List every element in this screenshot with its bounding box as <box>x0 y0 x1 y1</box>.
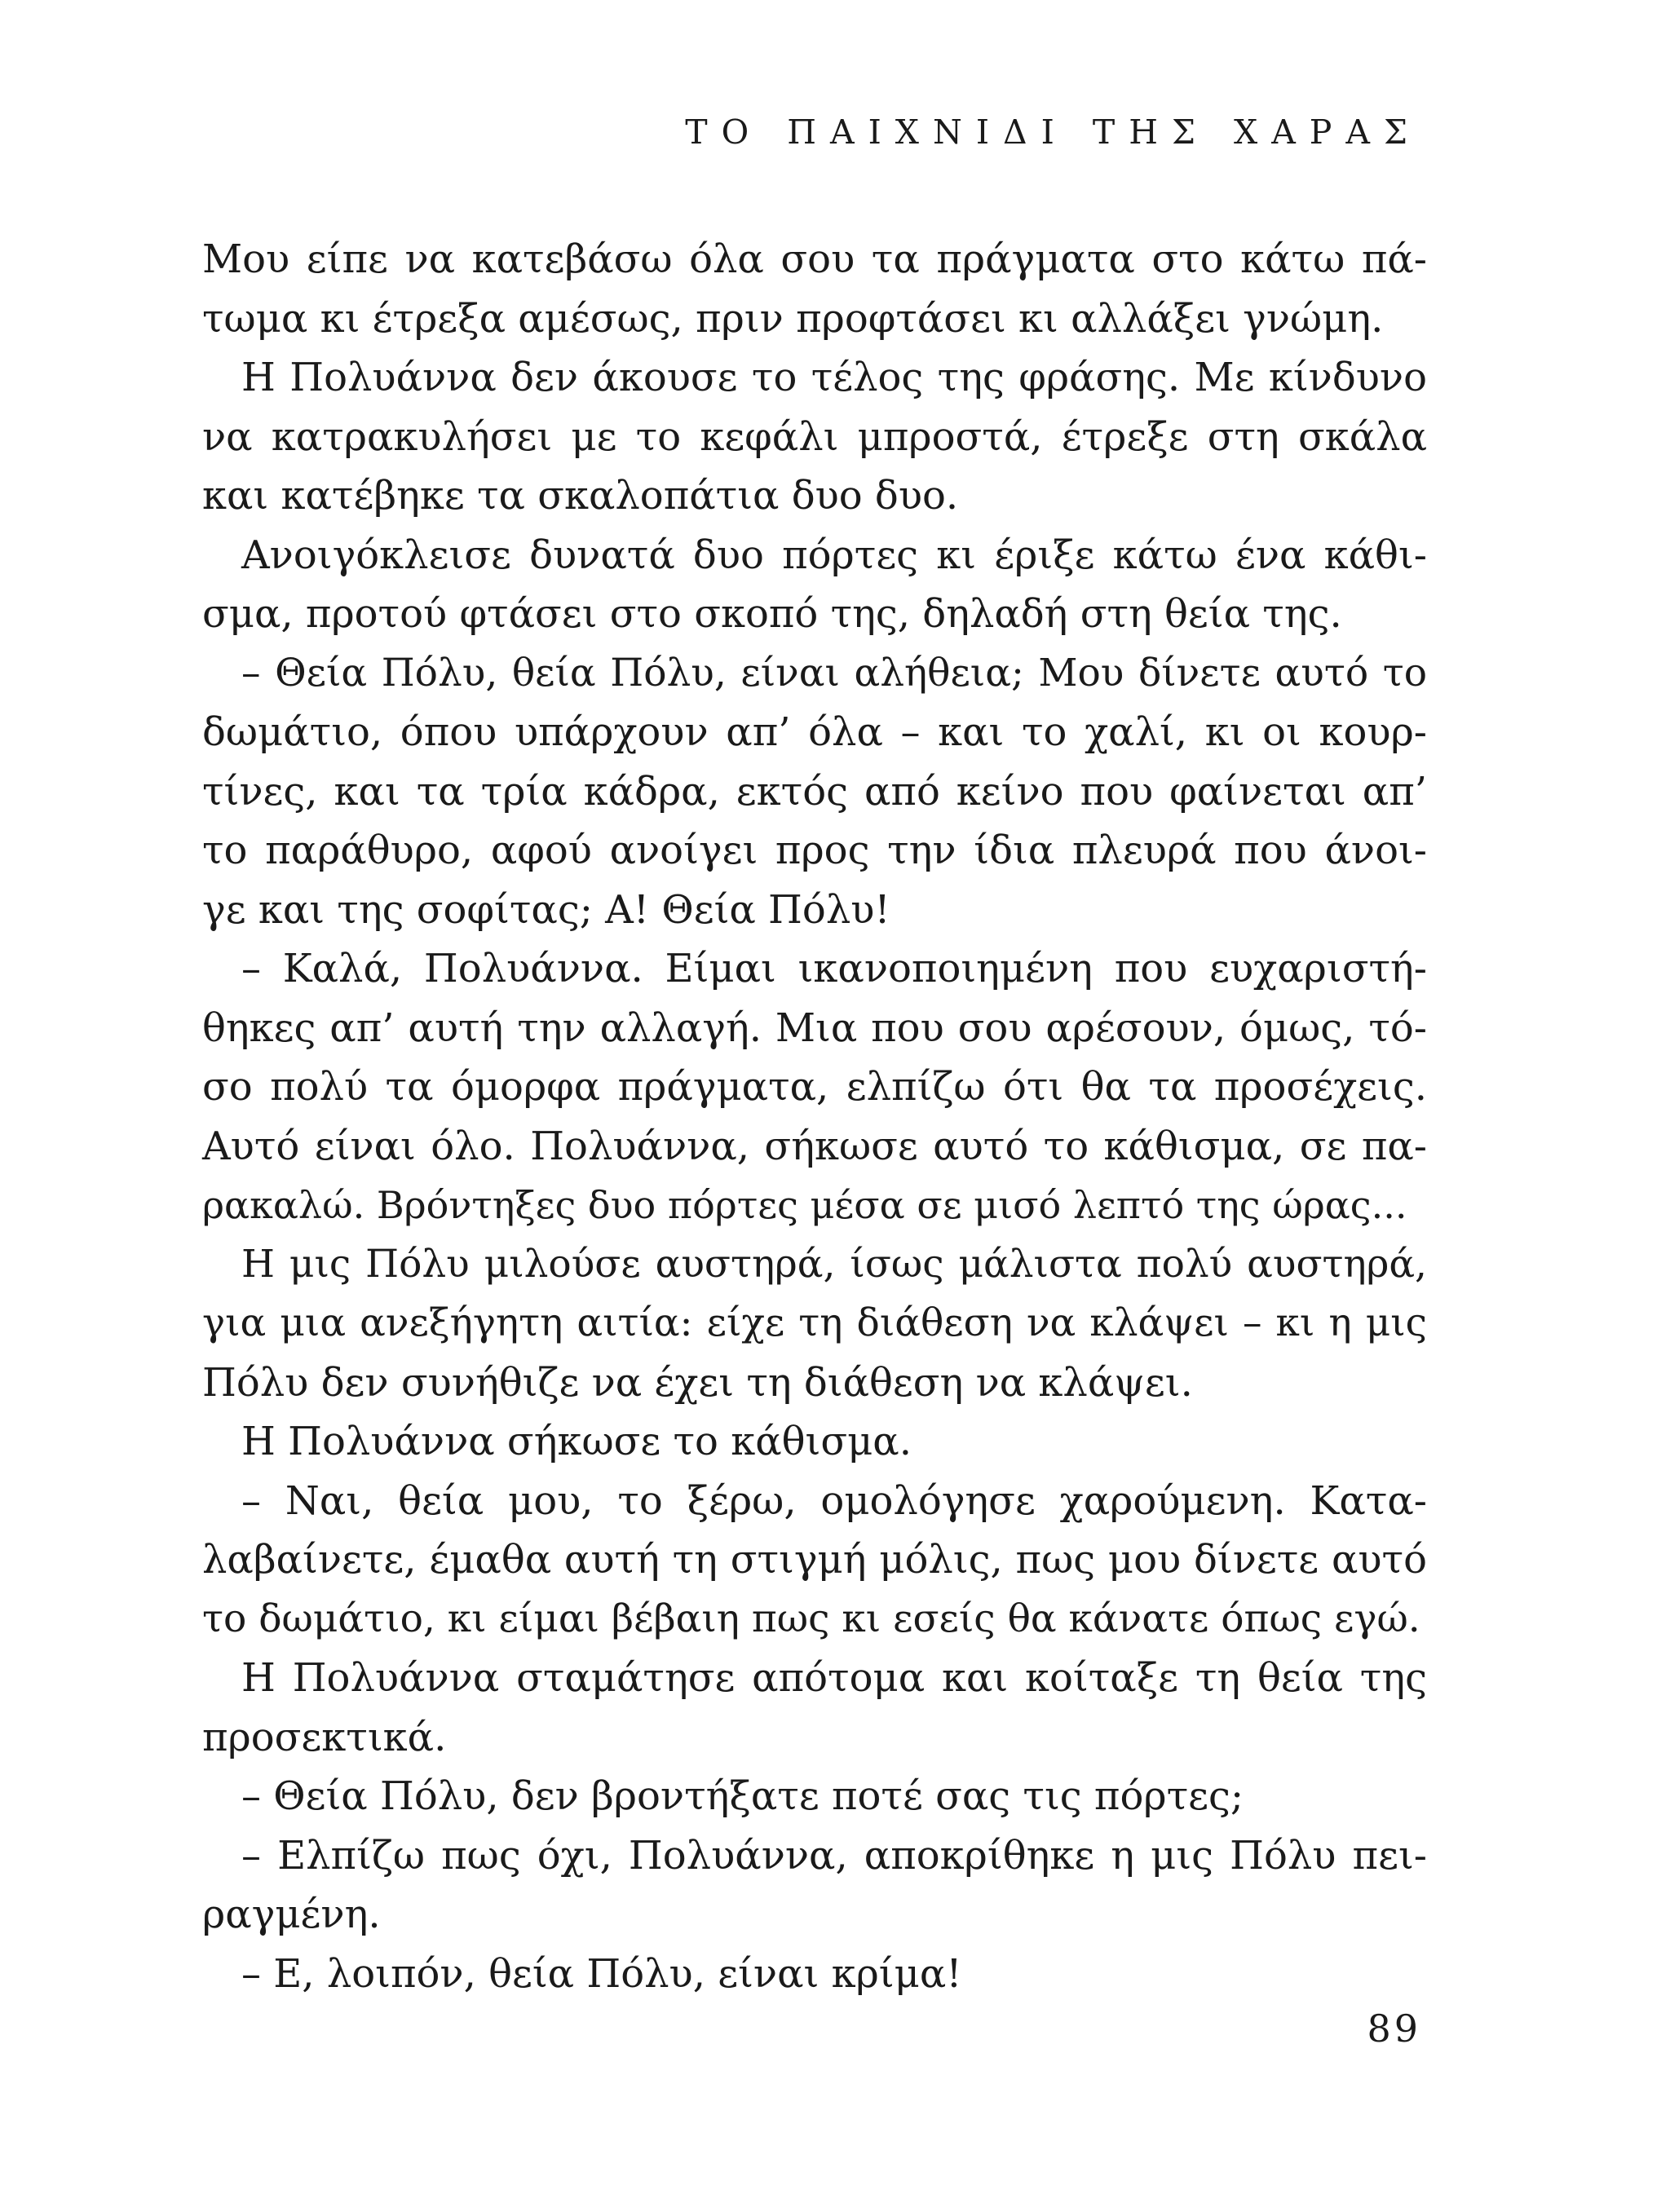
text-line: δωμάτιο, όπου υπάρχουν απ’ όλα – και το χαλί, κι οι κουρ- <box>202 709 1427 755</box>
text-line: – Καλά, Πολυάννα. Είμαι ικανοποιημένη που ευχαριστή- <box>241 946 1427 991</box>
text-line: – Θεία Πόλυ, δεν βροντήξατε ποτέ σας τις πόρτες; <box>241 1773 1244 1819</box>
text-line: ραγμένη. <box>202 1892 381 1937</box>
running-head: ΤΟ ΠΑΙΧΝΙΔΙ ΤΗΣ ΧΑΡΑΣ <box>685 113 1421 152</box>
text-line: – Θεία Πόλυ, θεία Πόλυ, είναι αλήθεια; Μου δίνετε αυτό το <box>241 650 1427 695</box>
text-line: και κατέβηκε τα σκαλοπάτια δυο δυο. <box>202 473 959 519</box>
text-line: για μια ανεξήγητη αιτία: είχε τη διάθεση να κλάψει – κι η μις <box>202 1300 1427 1345</box>
text-line: το δωμάτιο, κι είμαι βέβαιη πως κι εσείς θα κάνατε όπως εγώ. <box>202 1596 1420 1641</box>
page-number: 89 <box>1367 2007 1421 2051</box>
text-line: λαβαίνετε, έμαθα αυτή τη στιγμή μόλις, πως μου δίνετε αυτό <box>202 1537 1427 1583</box>
text-line: να κατρακυλήσει με το κεφάλι μπροστά, έτρεξε στη σκάλα <box>202 413 1427 460</box>
text-line: θηκες απ’ αυτή την αλλαγή. Μια που σου αρέσουν, όμως, τό- <box>202 1004 1427 1051</box>
text-line: Η Πολυάννα σήκωσε το κάθισμα. <box>241 1419 912 1464</box>
text-line: τωμα κι έτρεξα αμέσως, πριν προφτάσει κι αλλάξει γνώμη. <box>202 295 1384 342</box>
text-line: γε και της σοφίτας; Α! Θεία Πόλυ! <box>202 886 890 933</box>
text-line: τίνες, και τα τρία κάδρα, εκτός από κείνο που φαίνεται απ’ <box>202 768 1427 815</box>
text-line: ρακαλώ. Βρόντηξες δυο πόρτες μέσα σε μισό λεπτό της ώρας... <box>202 1183 1407 1227</box>
text-line: – Ελπίζω πως όχι, Πολυάννα, αποκρίθηκε η μις Πόλυ πει- <box>241 1832 1427 1879</box>
text-line: – Ε, λοιπόν, θεία Πόλυ, είναι κρίμα! <box>241 1950 962 1997</box>
text-line: σμα, προτού φτάσει στο σκοπό της, δηλαδή στη θεία της. <box>202 591 1342 637</box>
text-line: Αυτό είναι όλο. Πολυάννα, σήκωσε αυτό το κάθισμα, σε πα- <box>202 1123 1427 1169</box>
text-line: Ανοιγόκλεισε δυνατά δυο πόρτες κι έριξε κάτω ένα κάθι- <box>241 532 1427 578</box>
text-line: Μου είπε να κατεβάσω όλα σου τα πράγματα στο κάτω πά- <box>202 236 1427 282</box>
text-line: – Ναι, θεία μου, το ξέρω, ομολόγησε χαρούμενη. Κατα- <box>241 1477 1427 1524</box>
text-line: προσεκτικά. <box>202 1714 447 1760</box>
text-line: Η Πολυάννα σταμάτησε απότομα και κοίταξε τη θεία της <box>241 1655 1427 1701</box>
text-line: Πόλυ δεν συνήθιζε να έχει τη διάθεση να κλάψει. <box>202 1359 1193 1406</box>
body-text <box>202 230 1427 2003</box>
text-line: σο πολύ τα όμορφα πράγματα, ελπίζω ότι θα τα προσέχεις. <box>202 1064 1427 1110</box>
text-line: Η μις Πόλυ μιλούσε αυστηρά, ίσως μάλιστα πολύ αυστηρά, <box>241 1241 1427 1287</box>
text-line: Η Πολυάννα δεν άκουσε το τέλος της φράσης. Με κίνδυνο <box>241 355 1427 400</box>
text-line: το παράθυρο, αφού ανοίγει προς την ίδια πλευρά που άνοι- <box>202 828 1427 873</box>
